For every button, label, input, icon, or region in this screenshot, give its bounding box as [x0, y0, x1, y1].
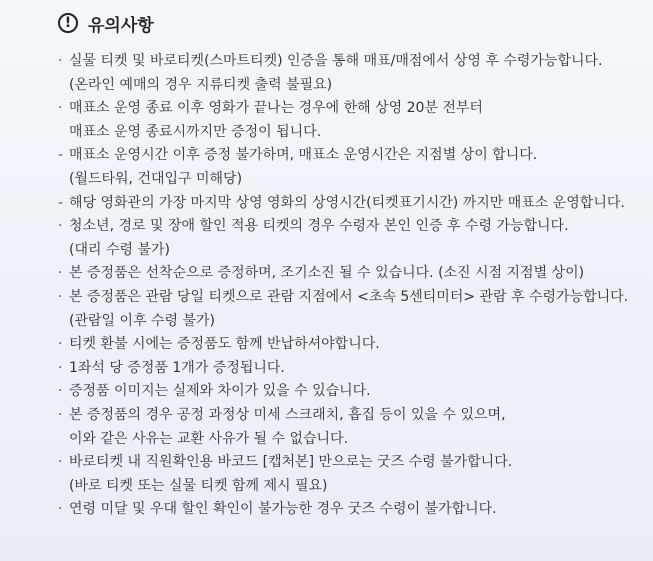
notice-header [58, 10, 653, 36]
notice-bullet: · [58, 336, 63, 353]
notice-line: 실물 티켓 및 바로티켓(스마트티켓) 인증을 통해 매표/매점에서 상영 후 수령가능합니다. [69, 53, 603, 69]
notice-item-text [69, 286, 628, 333]
notice-item [58, 144, 653, 191]
notice-list [58, 50, 653, 522]
notice-line: (바로 티켓 또는 실물 티켓 함께 제시 필요) [69, 477, 328, 494]
notice-line: (온라인 예매의 경우 지류티켓 출력 불필요) [69, 76, 333, 93]
notice-item-text [69, 262, 584, 286]
notice-line: 본 증정품은 관람 당일 티켓으로 관람 지점에서 <초속 5센티미터> 관람 후 수령가능합니다. [69, 288, 629, 305]
notice-line: 바로티켓 내 직원확인용 바코드 [캡처본] 만으로는 굿즈 수령 불가합니다. [69, 454, 513, 471]
notice-item [58, 451, 653, 498]
notice-bullet: - [58, 194, 64, 211]
notice-item-text [69, 380, 371, 404]
notice-item [58, 380, 653, 404]
notice-line: 청소년, 경로 및 장애 할인 적용 티켓의 경우 수령자 본인 인증 후 수령 가능합니다. [69, 218, 569, 235]
notice-line: 이와 같은 사유는 교환 사유가 될 수 없습니다. [69, 430, 349, 447]
notice-item-text [69, 215, 569, 262]
notice-item-text [69, 498, 497, 522]
notice-line: 매표소 운영 종료 이후 영화가 끝나는 경우에 한해 상영 20분 전부터 [69, 100, 483, 117]
notice-item-text [69, 50, 602, 97]
notice-item [58, 97, 653, 144]
notice-title: 유의사항 [88, 15, 154, 36]
notice-item-text [69, 357, 285, 381]
notice-line: (관람일 이후 수령 불가) [69, 312, 215, 329]
notice-line: 증정품 이미지는 실제와 차이가 있을 수 있습니다. [69, 383, 371, 400]
notice-line: 연령 미달 및 우대 할인 확인이 불가능한 경우 굿즈 수령이 불가합니다. [69, 501, 497, 518]
notice-item [58, 357, 653, 381]
notice-line: 매표소 운영시간 이후 증정 불가하며, 매표소 운영시간은 지점별 상이 합니다. [69, 147, 538, 164]
notice-bullet: · [58, 53, 63, 69]
notice-item-text [69, 404, 506, 451]
notice-bullet: · [58, 501, 63, 518]
notice-item [58, 498, 653, 522]
notice-item-text [69, 97, 483, 144]
notice-bullet: - [58, 147, 64, 164]
notice-item [58, 404, 653, 451]
notice-item [58, 333, 653, 357]
notice-item [58, 262, 653, 286]
notice-line: 매표소 운영 종료시까지만 증정이 됩니다. [69, 123, 322, 140]
notice-item-text [69, 451, 512, 498]
notice-line: 티켓 환불 시에는 증정품도 함께 반납하셔야합니다. [69, 336, 380, 353]
notice-item-text [69, 144, 537, 191]
notice-bullet: · [58, 265, 63, 282]
notice-bullet: · [58, 359, 63, 376]
notice-item [58, 286, 653, 333]
notice-bullet: · [58, 288, 63, 305]
notice-item [58, 215, 653, 262]
exclamation-circle-icon: ! [58, 13, 78, 33]
notice-bullet: · [58, 383, 63, 400]
notice-item [58, 50, 653, 97]
notice-bullet: · [58, 454, 63, 471]
notice-bullet: · [58, 406, 63, 423]
notice-line: 1좌석 당 증정품 1개가 증정됩니다. [69, 359, 285, 376]
notice-line: 본 증정품의 경우 공정 과정상 미세 스크래치, 흡집 등이 있을 수 있으며, [69, 406, 506, 423]
notice-line: 본 증정품은 선착순으로 증정하며, 조기소진 될 수 있습니다. (소진 시점 지점별 상이) [69, 265, 585, 282]
notice-line: 해당 영화관의 가장 마지막 상영 영화의 상영시간(티켓표기시간) 까지만 매표소 운영합니다. [69, 194, 625, 211]
notice-item-text [69, 333, 380, 357]
notice-item [58, 192, 653, 216]
notice-line: (월드타워, 건대입구 미해당) [69, 170, 243, 187]
notice-bullet: · [58, 100, 63, 117]
notice-line: (대리 수령 불가) [69, 241, 170, 258]
notice-bullet: · [58, 218, 63, 235]
notice-item-text [69, 192, 625, 216]
